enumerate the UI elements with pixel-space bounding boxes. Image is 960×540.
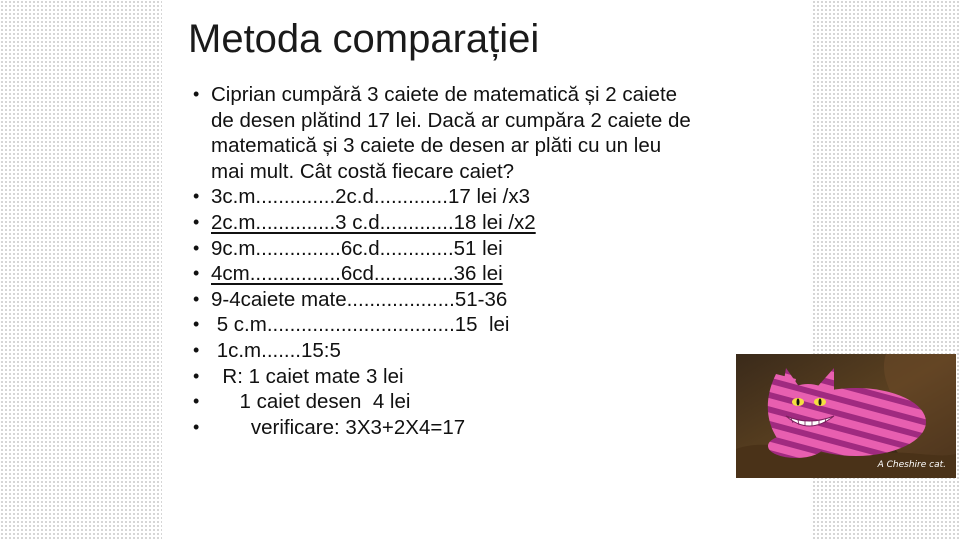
step-text: 4cm................6cd..............36 lei [211,262,503,286]
step-text: 3c.m..............2c.d.............17 lei /x3 [211,185,531,209]
step-text: verificare: 3X3+2X4=17 [211,415,466,439]
step-text: 1c.m.......15:5 [211,338,341,362]
step-item [193,364,793,390]
step-text: 5 c.m.................................15 lei [211,313,510,337]
step-text: R: 1 caiet mate 3 lei [211,364,404,388]
problem-line: mai mult. Cât costă fiecare caiet? [211,159,515,183]
step-item [193,261,793,287]
step-item [193,338,793,364]
step-text: 2c.m..............3 c.d.............18 lei /x2 [211,210,536,234]
step-text: 9c.m...............6c.d.............51 lei [211,236,503,260]
bullet-list [193,82,793,440]
image-caption: A Cheshire cat. [877,460,946,470]
problem-line: matematică și 3 caiete de desen ar plăti cu un leu [211,134,662,158]
slide-title: Metoda comparației [188,17,540,61]
step-item [193,184,793,210]
problem-line: de desen plătind 17 lei. Dacă ar cumpăra 2 caiete de [211,108,691,132]
step-item [193,389,793,415]
step-text: 9-4caiete mate...................51-36 [211,287,508,311]
problem-statement [193,82,793,184]
step-item [193,312,793,338]
step-item [193,287,793,313]
problem-line: • Ciprian cumpără 3 caiete de matematică și 2 caiete [211,83,678,106]
step-item [193,415,793,441]
step-item [193,236,793,262]
step-text: 1 caiet desen 4 lei [211,390,411,414]
step-item [193,210,793,236]
cheshire-cat-image [736,354,956,478]
